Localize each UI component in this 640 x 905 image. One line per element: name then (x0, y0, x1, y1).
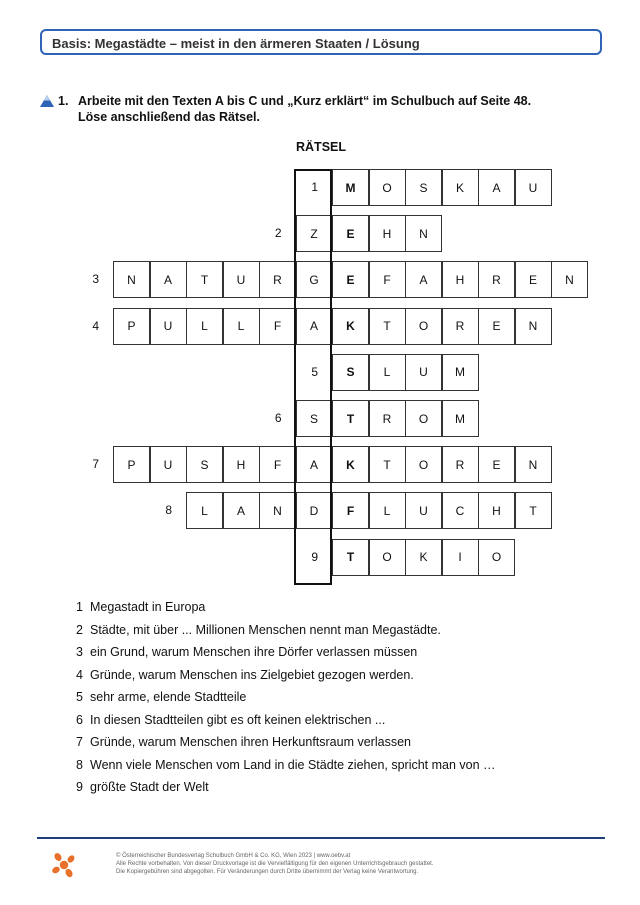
letter-cell: A (223, 492, 260, 529)
row-number: 3 (92, 272, 99, 287)
letter-cell: U (150, 446, 187, 483)
footer-rule (37, 837, 605, 839)
letter-cell: I (442, 539, 479, 576)
letter-cell: H (478, 492, 515, 529)
letter-cell: O (369, 539, 406, 576)
clue-number: 1 (76, 600, 83, 614)
letter-cell: C (442, 492, 479, 529)
letter-cell: P (113, 308, 150, 345)
letter-cell: F (259, 446, 296, 483)
task-number: 1. (58, 94, 69, 108)
letter-cell: H (369, 215, 406, 252)
list-item (76, 735, 596, 758)
letter-cell: H (223, 446, 260, 483)
task-text-line1: Arbeite mit den Texten A bis C und „Kurz erklärt“ im Schulbuch auf Seite 48. (78, 94, 532, 108)
letter-cell: R (442, 308, 479, 345)
letter-cell: N (515, 308, 552, 345)
letter-cell: F (259, 308, 296, 345)
letter-cell: S (186, 446, 223, 483)
letter-cell: U (150, 308, 187, 345)
row-number: 6 (274, 411, 282, 425)
clue-text: In diesen Stadtteilen gibt es oft keinen elektrischen ... (90, 712, 386, 727)
solution-cell: E (332, 215, 369, 252)
solution-cell: T (332, 539, 369, 576)
letter-cell: R (442, 446, 479, 483)
header-box (40, 29, 602, 55)
letter-cell: A (478, 169, 515, 206)
clue-text: ein Grund, warum Menschen ihre Dörfer verlassen müssen (90, 645, 418, 659)
letter-cell: T (369, 446, 406, 483)
letter-cell: E (478, 308, 515, 345)
clue-text: Megastadt in Europa (90, 600, 206, 614)
letter-cell: L (369, 354, 406, 391)
letter-cell: A (405, 261, 442, 298)
clue-text: größte Stadt der Welt (90, 780, 209, 794)
clue-number: 6 (76, 712, 83, 727)
letter-cell: L (369, 492, 406, 529)
letter-cell: O (478, 539, 515, 576)
row-number: 1 (311, 180, 318, 194)
letter-cell: U (223, 261, 260, 298)
letter-cell: U (405, 492, 442, 529)
letter-cell: A (150, 261, 187, 298)
clue-list (76, 600, 596, 803)
row-number: 2 (274, 226, 282, 241)
clue-text: Wenn viele Menschen vom Land in die Städte ziehen, spricht man von … (90, 757, 496, 772)
letter-cell: Z (296, 215, 333, 252)
clue-number: 9 (76, 780, 83, 794)
list-item (76, 668, 596, 691)
letter-cell: H (442, 261, 479, 298)
list-item (76, 600, 596, 623)
letter-cell: F (369, 261, 406, 298)
row-number: 4 (92, 318, 99, 333)
letter-cell: R (259, 261, 296, 298)
letter-cell: U (405, 354, 442, 391)
letter-cell: L (186, 492, 223, 529)
clue-number: 5 (76, 690, 83, 704)
letter-cell: N (515, 446, 552, 483)
clue-text: Gründe, warum Menschen ins Zielgebiet gezogen werden. (90, 667, 414, 682)
row-number: 9 (311, 549, 318, 564)
letter-cell: M (442, 400, 479, 437)
list-item (76, 758, 596, 781)
clue-number: 7 (76, 735, 83, 749)
letter-cell: T (515, 492, 552, 529)
footer-line-1: © Österreichischer Bundesverlag Schulbuch GmbH & Co. KG, Wien 2023 | www.oebv.at (116, 853, 351, 859)
clue-number: 4 (76, 667, 83, 682)
list-item (76, 713, 596, 736)
list-item (76, 623, 596, 646)
page-title: Basis: Megastädte – meist in den ärmeren Staaten / Lösung (52, 36, 420, 51)
solution-cell: S (332, 354, 369, 391)
letter-cell: S (296, 400, 333, 437)
letter-cell: K (405, 539, 442, 576)
letter-cell: L (186, 308, 223, 345)
letter-cell: R (369, 400, 406, 437)
mountain-level-icon (40, 95, 54, 107)
letter-cell: N (259, 492, 296, 529)
solution-cell: M (332, 169, 369, 206)
letter-cell: E (478, 446, 515, 483)
letter-cell: K (442, 169, 479, 206)
clue-text: Gründe, warum Menschen ihren Herkunftsraum verlassen (90, 735, 411, 749)
row-number: 7 (92, 457, 99, 472)
letter-cell: D (296, 492, 333, 529)
letter-cell: P (113, 446, 150, 483)
letter-cell: T (186, 261, 223, 298)
publisher-logo-icon (50, 851, 78, 879)
letter-cell: S (405, 169, 442, 206)
clue-number: 2 (76, 622, 83, 637)
letter-cell: E (515, 261, 552, 298)
puzzle-title: RÄTSEL (296, 140, 346, 154)
clue-number: 3 (76, 645, 83, 659)
letter-cell: O (405, 400, 442, 437)
letter-cell: U (515, 169, 552, 206)
solution-cell: T (332, 400, 369, 437)
solution-cell: F (332, 492, 369, 529)
letter-cell: O (405, 308, 442, 345)
solution-cell: E (332, 261, 369, 298)
row-number: 8 (165, 503, 172, 518)
solution-cell: K (332, 308, 369, 345)
solution-column-frame (294, 169, 332, 585)
footer-copyright (116, 852, 434, 876)
clue-number: 8 (76, 757, 83, 772)
letter-cell: M (442, 354, 479, 391)
letter-cell: L (223, 308, 260, 345)
solution-cell: K (332, 446, 369, 483)
footer-line-3: Die Kopiergebühren sind abgegolten. Für Veränderungen durch Dritte übernimmt der Verlag keine Verantwortung. (116, 869, 419, 875)
list-item (76, 645, 596, 668)
letter-cell: O (405, 446, 442, 483)
clue-text: sehr arme, elende Stadtteile (90, 690, 247, 704)
letter-cell: O (369, 169, 406, 206)
letter-cell: N (405, 215, 442, 252)
footer-line-2: Alle Rechte vorbehalten. Von dieser Druckvorlage ist die Vervielfältigung für den eigenen Unterrichtsgebrauch gestattet. (116, 861, 434, 867)
letter-cell: N (551, 261, 588, 298)
clue-text: Städte, mit über ... Millionen Menschen nennt man Megastädte. (90, 622, 441, 637)
letter-cell: A (296, 446, 333, 483)
row-number: 5 (311, 364, 318, 379)
letter-cell: N (113, 261, 150, 298)
task-text-line2: Löse anschließend das Rätsel. (78, 110, 261, 124)
letter-cell: A (296, 308, 333, 345)
list-item (76, 780, 596, 803)
list-item (76, 690, 596, 713)
letter-cell: T (369, 308, 406, 345)
letter-cell: G (296, 261, 333, 298)
letter-cell: R (478, 261, 515, 298)
